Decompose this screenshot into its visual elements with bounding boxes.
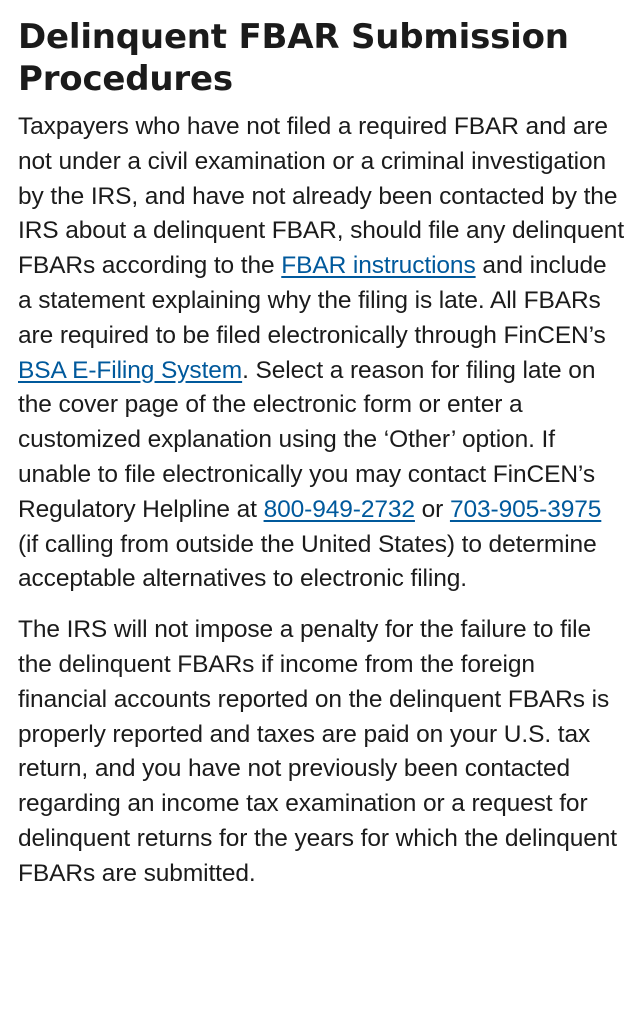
paragraph-text: or (414, 495, 450, 523)
paragraph-text: . Select a reason for filing late on the cover page of the electronic form or enter a customized explanation using the ‘Other’ option. If unable to file electronically you may contact FinCEN’s Regulatory Helpline at (18, 356, 596, 523)
paragraph-text: and include a statement explaining why the filing is late. All FBARs are required to be filed electronically through FinCEN’s (18, 252, 607, 349)
page-title: Delinquent FBAR Submission Procedures (18, 17, 569, 99)
international-phone-link[interactable]: 703-905-3975 (449, 495, 602, 523)
paragraph-delinquent-filing (18, 110, 626, 597)
paragraph-text: Taxpayers who have not filed a required FBAR and are not under a civil examination or a criminal investigation by the IRS, and have not already been contacted by the IRS about a delinquent FBAR, should file any delinquent FBARs according to the (18, 113, 625, 280)
paragraph-text: (if calling from outside the United States) to determine acceptable alternatives to electronic filing. (18, 530, 597, 593)
regulatory-helpline-phone-link[interactable]: 800-949-2732 (263, 495, 415, 523)
fbar-instructions-link[interactable]: FBAR instructions (281, 252, 476, 280)
bsa-efiling-system-link[interactable]: BSA E-Filing System (18, 356, 243, 384)
paragraph-no-penalty: The IRS will not impose a penalty for the failure to file the delinquent FBARs if income from the foreign financial accounts reported on the delinquent FBARs is properly reported and taxes are paid on your U.S. tax return, and you have not previously been contacted regarding an income tax examination or a request for delinquent returns for the years for which the delinquent FBARs are submitted. (18, 616, 618, 887)
